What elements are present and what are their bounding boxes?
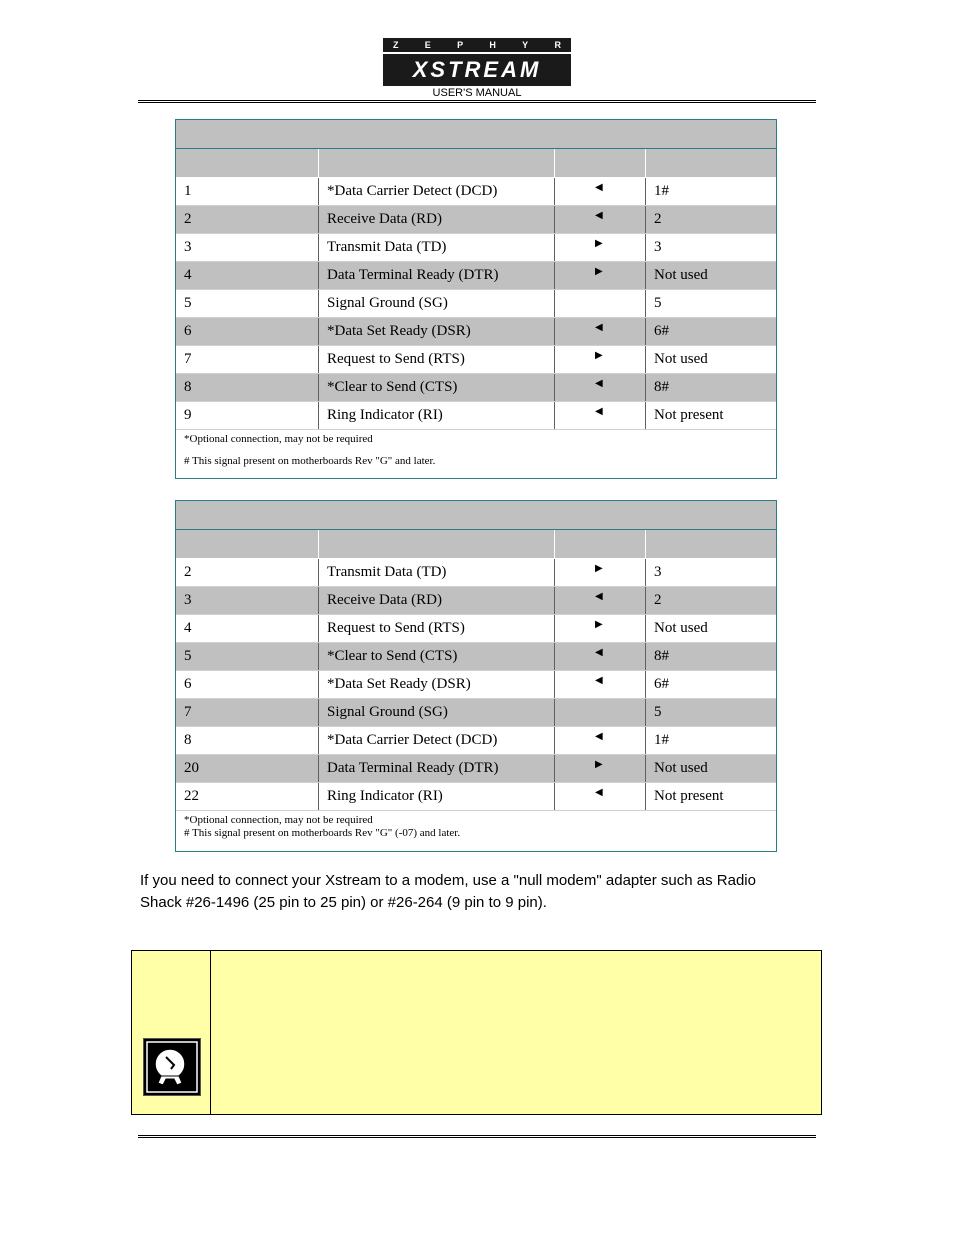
table-row [176, 290, 776, 318]
table-notes [176, 430, 776, 478]
arrow-right-icon: ▶ [595, 759, 603, 770]
direction-cell [555, 402, 646, 429]
signal-name: *Data Set Ready (DSR) [319, 671, 555, 698]
direction-cell [555, 290, 646, 317]
signal-name: *Clear to Send (CTS) [319, 374, 555, 401]
table-row [176, 783, 776, 811]
signal-name: Transmit Data (TD) [319, 559, 555, 586]
footer-rule [138, 1135, 816, 1138]
pin-number: 8 [176, 727, 319, 754]
arrow-left-icon: ◀ [595, 378, 603, 389]
logo-top-letters: Z E P H Y R [393, 40, 561, 50]
direction-cell [555, 234, 646, 261]
table-row [176, 671, 776, 699]
arrow-right-icon: ▶ [595, 619, 603, 630]
table-row [176, 206, 776, 234]
arrow-left-icon: ◀ [595, 406, 603, 417]
pin-number: 9 [176, 402, 319, 429]
destination-pin: 1# [654, 732, 669, 748]
table-header-row [176, 530, 776, 559]
table-row [176, 318, 776, 346]
arrow-right-icon: ▶ [595, 238, 603, 249]
signal-name: *Clear to Send (CTS) [319, 643, 555, 670]
direction-cell [555, 206, 646, 233]
pin-number: 7 [176, 346, 319, 373]
arrow-left-icon: ◀ [595, 182, 603, 193]
table-row [176, 234, 776, 262]
pin-number: 7 [176, 699, 319, 726]
lightbulb-icon [143, 1038, 201, 1096]
pin-number: 3 [176, 587, 319, 614]
direction-cell [555, 178, 646, 205]
pin-number: 5 [176, 643, 319, 670]
direction-cell [555, 727, 646, 754]
pin-number: 4 [176, 615, 319, 642]
direction-cell [555, 587, 646, 614]
direction-cell [555, 783, 646, 810]
arrow-left-icon: ◀ [595, 210, 603, 221]
direction-cell [555, 559, 646, 586]
table-row [176, 346, 776, 374]
header-rule [138, 100, 816, 103]
arrow-left-icon: ◀ [595, 647, 603, 658]
direction-cell [555, 755, 646, 782]
table-notes [176, 811, 776, 851]
destination-pin: Not used [654, 620, 708, 636]
pin-number: 3 [176, 234, 319, 261]
destination-pin: 2 [654, 211, 662, 227]
arrow-right-icon: ▶ [595, 350, 603, 361]
arrow-left-icon: ◀ [595, 591, 603, 602]
destination-pin: 8# [654, 648, 669, 664]
table-row [176, 699, 776, 727]
signal-name: Signal Ground (SG) [319, 290, 555, 317]
pin-number: 20 [176, 755, 319, 782]
destination-pin: 2 [654, 592, 662, 608]
signal-name: Data Terminal Ready (DTR) [319, 262, 555, 289]
tip-divider [210, 951, 211, 1114]
pin-number: 22 [176, 783, 319, 810]
db25-pinout-table [175, 500, 777, 852]
arrow-left-icon: ◀ [595, 787, 603, 798]
pin-number: 2 [176, 559, 319, 586]
direction-cell [555, 643, 646, 670]
note-optional: *Optional connection, may not be required [184, 814, 373, 826]
tip-box [131, 950, 822, 1115]
arrow-left-icon: ◀ [595, 731, 603, 742]
arrow-left-icon: ◀ [595, 675, 603, 686]
logo-wordmark: XSTREAM [412, 57, 542, 82]
table-row [176, 262, 776, 290]
pin-number: 8 [176, 374, 319, 401]
destination-pin: 3 [654, 239, 662, 255]
manual-subtitle: USER'S MANUAL [432, 87, 522, 99]
destination-pin: 5 [654, 704, 662, 720]
destination-pin: Not used [654, 760, 708, 776]
table-row [176, 559, 776, 587]
table-row [176, 402, 776, 430]
destination-pin: 6# [654, 676, 669, 692]
pin-number: 5 [176, 290, 319, 317]
signal-name: *Data Set Ready (DSR) [319, 318, 555, 345]
direction-cell [555, 615, 646, 642]
table-row [176, 587, 776, 615]
signal-name: Transmit Data (TD) [319, 234, 555, 261]
signal-name: *Data Carrier Detect (DCD) [319, 727, 555, 754]
direction-cell [555, 699, 646, 726]
note-optional: *Optional connection, may not be required [184, 433, 373, 445]
destination-pin: 6# [654, 323, 669, 339]
signal-name: Request to Send (RTS) [319, 615, 555, 642]
table-row [176, 374, 776, 402]
direction-cell [555, 374, 646, 401]
null-modem-paragraph: If you need to connect your Xstream to a modem, use a "null modem" adapter such as Radio Shack #26-1496 (25 pin to 25 pin) or #26-264 (9 pin to 9 pin). [140, 872, 756, 911]
pin-number: 4 [176, 262, 319, 289]
db9-pinout-table [175, 119, 777, 479]
table-title-bar [176, 501, 776, 530]
table-row [176, 178, 776, 206]
table-row [176, 643, 776, 671]
table-row [176, 727, 776, 755]
zephyr-xstream-logo [383, 38, 571, 86]
note-revision: # This signal present on motherboards Rev "G" and later. [184, 455, 436, 467]
pin-number: 2 [176, 206, 319, 233]
direction-cell [555, 318, 646, 345]
destination-pin: Not used [654, 351, 708, 367]
destination-pin: 1# [654, 183, 669, 199]
signal-name: Data Terminal Ready (DTR) [319, 755, 555, 782]
pin-number: 6 [176, 671, 319, 698]
destination-pin: Not present [654, 788, 724, 804]
destination-pin: Not used [654, 267, 708, 283]
signal-name: Request to Send (RTS) [319, 346, 555, 373]
signal-name: *Data Carrier Detect (DCD) [319, 178, 555, 205]
destination-pin: 3 [654, 564, 662, 580]
pin-number: 1 [176, 178, 319, 205]
direction-cell [555, 671, 646, 698]
signal-name: Ring Indicator (RI) [319, 402, 555, 429]
arrow-right-icon: ▶ [595, 266, 603, 277]
table-header-row [176, 149, 776, 178]
signal-name: Signal Ground (SG) [319, 699, 555, 726]
note-revision: # This signal present on motherboards Rev "G" (-07) and later. [184, 827, 461, 839]
signal-name: Ring Indicator (RI) [319, 783, 555, 810]
arrow-right-icon: ▶ [595, 563, 603, 574]
arrow-left-icon: ◀ [595, 322, 603, 333]
signal-name: Receive Data (RD) [319, 587, 555, 614]
destination-pin: 8# [654, 379, 669, 395]
destination-pin: Not present [654, 407, 724, 423]
table-title-bar [176, 120, 776, 149]
pin-number: 6 [176, 318, 319, 345]
table-row [176, 615, 776, 643]
table-row [176, 755, 776, 783]
signal-name: Receive Data (RD) [319, 206, 555, 233]
direction-cell [555, 346, 646, 373]
direction-cell [555, 262, 646, 289]
destination-pin: 5 [654, 295, 662, 311]
